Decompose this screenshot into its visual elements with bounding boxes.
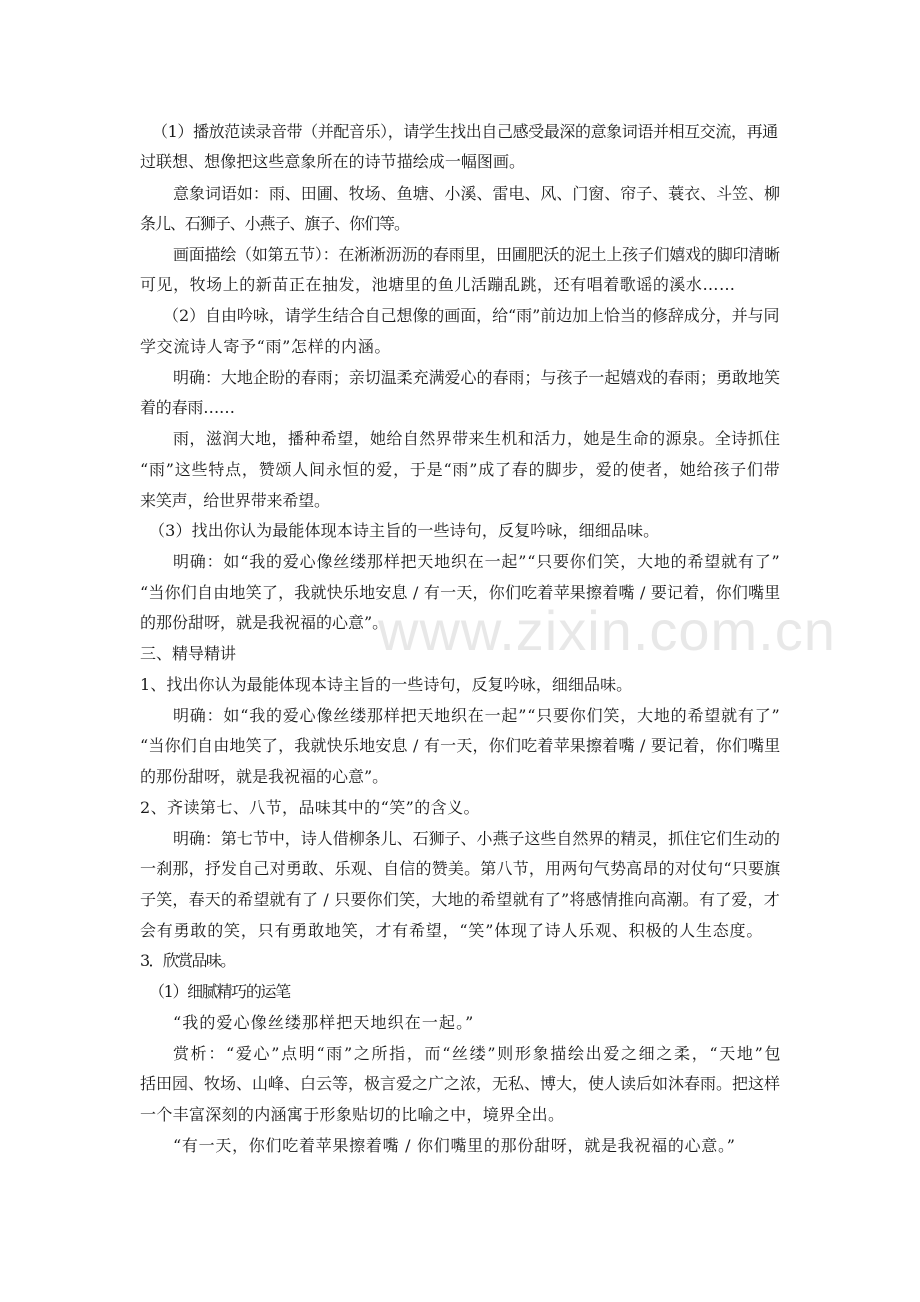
text-line: 明确：第七节中，诗人借柳条儿、石狮子、小燕子这些自然界的精灵，抓住它们生动的 (173, 829, 780, 848)
text-line: 雨，滋润大地，播种希望，她给自然界带来生机和活力，她是生命的源泉。全诗抓住 (173, 429, 781, 448)
text-line: “有一天，你们吃着苹果擦着嘴 / 你们嘴里的那份甜呀，就是我祝福的心意。” (173, 1136, 736, 1155)
text-line: “当你们自由地笑了，我就快乐地安息 / 有一天，你们吃着苹果擦着嘴 / 要记着，你们嘴里 (140, 583, 781, 602)
text-line: “雨”这些特点，赞颂人间永恒的爱，于是“雨”成了春的脚步，爱的使者，她给孩子们带 (140, 460, 781, 479)
text-line: 画面描绘（如第五节）：在淅淅沥沥的春雨里，田圃肥沃的泥土上孩子们嬉戏的脚印清晰 (173, 245, 780, 264)
text-line: 着的春雨…… (140, 398, 235, 417)
text-line: 一个丰富深刻的内涵寓于形象贴切的比喻之中，境界全出。 (140, 1105, 565, 1124)
text-line: 一刹那，抒发自己对勇敢、乐观、自信的赞美。第八节，用两句气势高昂的对仗句“只要旗 (140, 859, 781, 878)
text-line: 学交流诗人寄予“雨”怎样的内涵。 (140, 337, 392, 356)
text-line: 子笑，春天的希望就有了 / 只要你们笑，大地的希望就有了”将感情推向高潮。有了爱，才 (140, 890, 780, 909)
text-line: 的那份甜呀，就是我祝福的心意”。 (140, 613, 389, 632)
text-line: 2、齐读第七、八节，品味其中的“笑”的含义。 (140, 798, 480, 817)
text-line: 括田园、牧场、山峰、白云等，极言爱之广之浓，无私、博大，使人读后如沐春雨。把这样 (140, 1074, 781, 1093)
text-line: 过联想、想像把这些意象所在的诗节描绘成一幅图画。 (140, 152, 526, 171)
text-line: 来笑声，给世界带来希望。 (140, 491, 330, 510)
text-line: “我的爱心像丝缕那样把天地织在一起。” (173, 1013, 475, 1032)
text-line: 意象词语如：雨、田圃、牧场、鱼塘、小溪、雷电、风、门窗、帘子、蓑衣、斗笠、柳 (173, 184, 780, 203)
text-line: 明确：大地企盼的春雨；亲切温柔充满爱心的春雨；与孩子一起嬉戏的春雨；勇敢地笑 (173, 368, 780, 387)
text-line: 的那份甜呀，就是我祝福的心意”。 (140, 767, 389, 786)
text-line: “当你们自由地笑了，我就快乐地安息 / 有一天，你们吃着苹果擦着嘴 / 要记着，你们嘴里 (140, 736, 781, 755)
text-line: 明确：如“我的爱心像丝缕那样把天地织在一起”“只要你们笑，大地的希望就有了” (173, 706, 781, 725)
text-line: （1）细腻精巧的运笔 (149, 982, 290, 1001)
text-line: 赏析：“爱心”点明“雨”之所指，而“丝缕”则形象描绘出爱之细之柔，“天地”包 (173, 1044, 783, 1063)
text-line: 3．欣赏品味。 (140, 951, 235, 970)
text-line: 明确：如“我的爱心像丝缕那样把天地织在一起”“只要你们笑，大地的希望就有了” (173, 552, 781, 571)
text-line: 会有勇敢的笑，只有勇敢地笑，才有希望，“笑”体现了诗人乐观、积极的人生态度。 (140, 921, 764, 940)
watermark: www.zixin.com.cn (378, 599, 836, 662)
text-line: 条儿、石狮子、小燕子、旗子、你们等。 (140, 214, 409, 233)
section-heading: 三、精导精讲 (140, 644, 237, 663)
text-line: 可见，牧场上的新苗正在抽发，池塘里的鱼儿活蹦乱跳，还有唱着歌谣的溪水…… (140, 275, 736, 294)
text-line: 1、找出你认为最能体现本诗主旨的一些诗句，反复吟咏，细细品味。 (140, 675, 633, 694)
text-line: （1）播放范读录音带（并配音乐），请学生找出自己感受最深的意象词语并相互交流，再通 (152, 122, 778, 141)
text-line: （3）找出你认为最能体现本诗主旨的一些诗句，反复吟咏，细细品味。 (149, 521, 660, 540)
text-line: （2）自由吟咏，请学生结合自己想像的画面，给“雨”前边加上恰当的修辞成分，并与同 (163, 306, 780, 325)
